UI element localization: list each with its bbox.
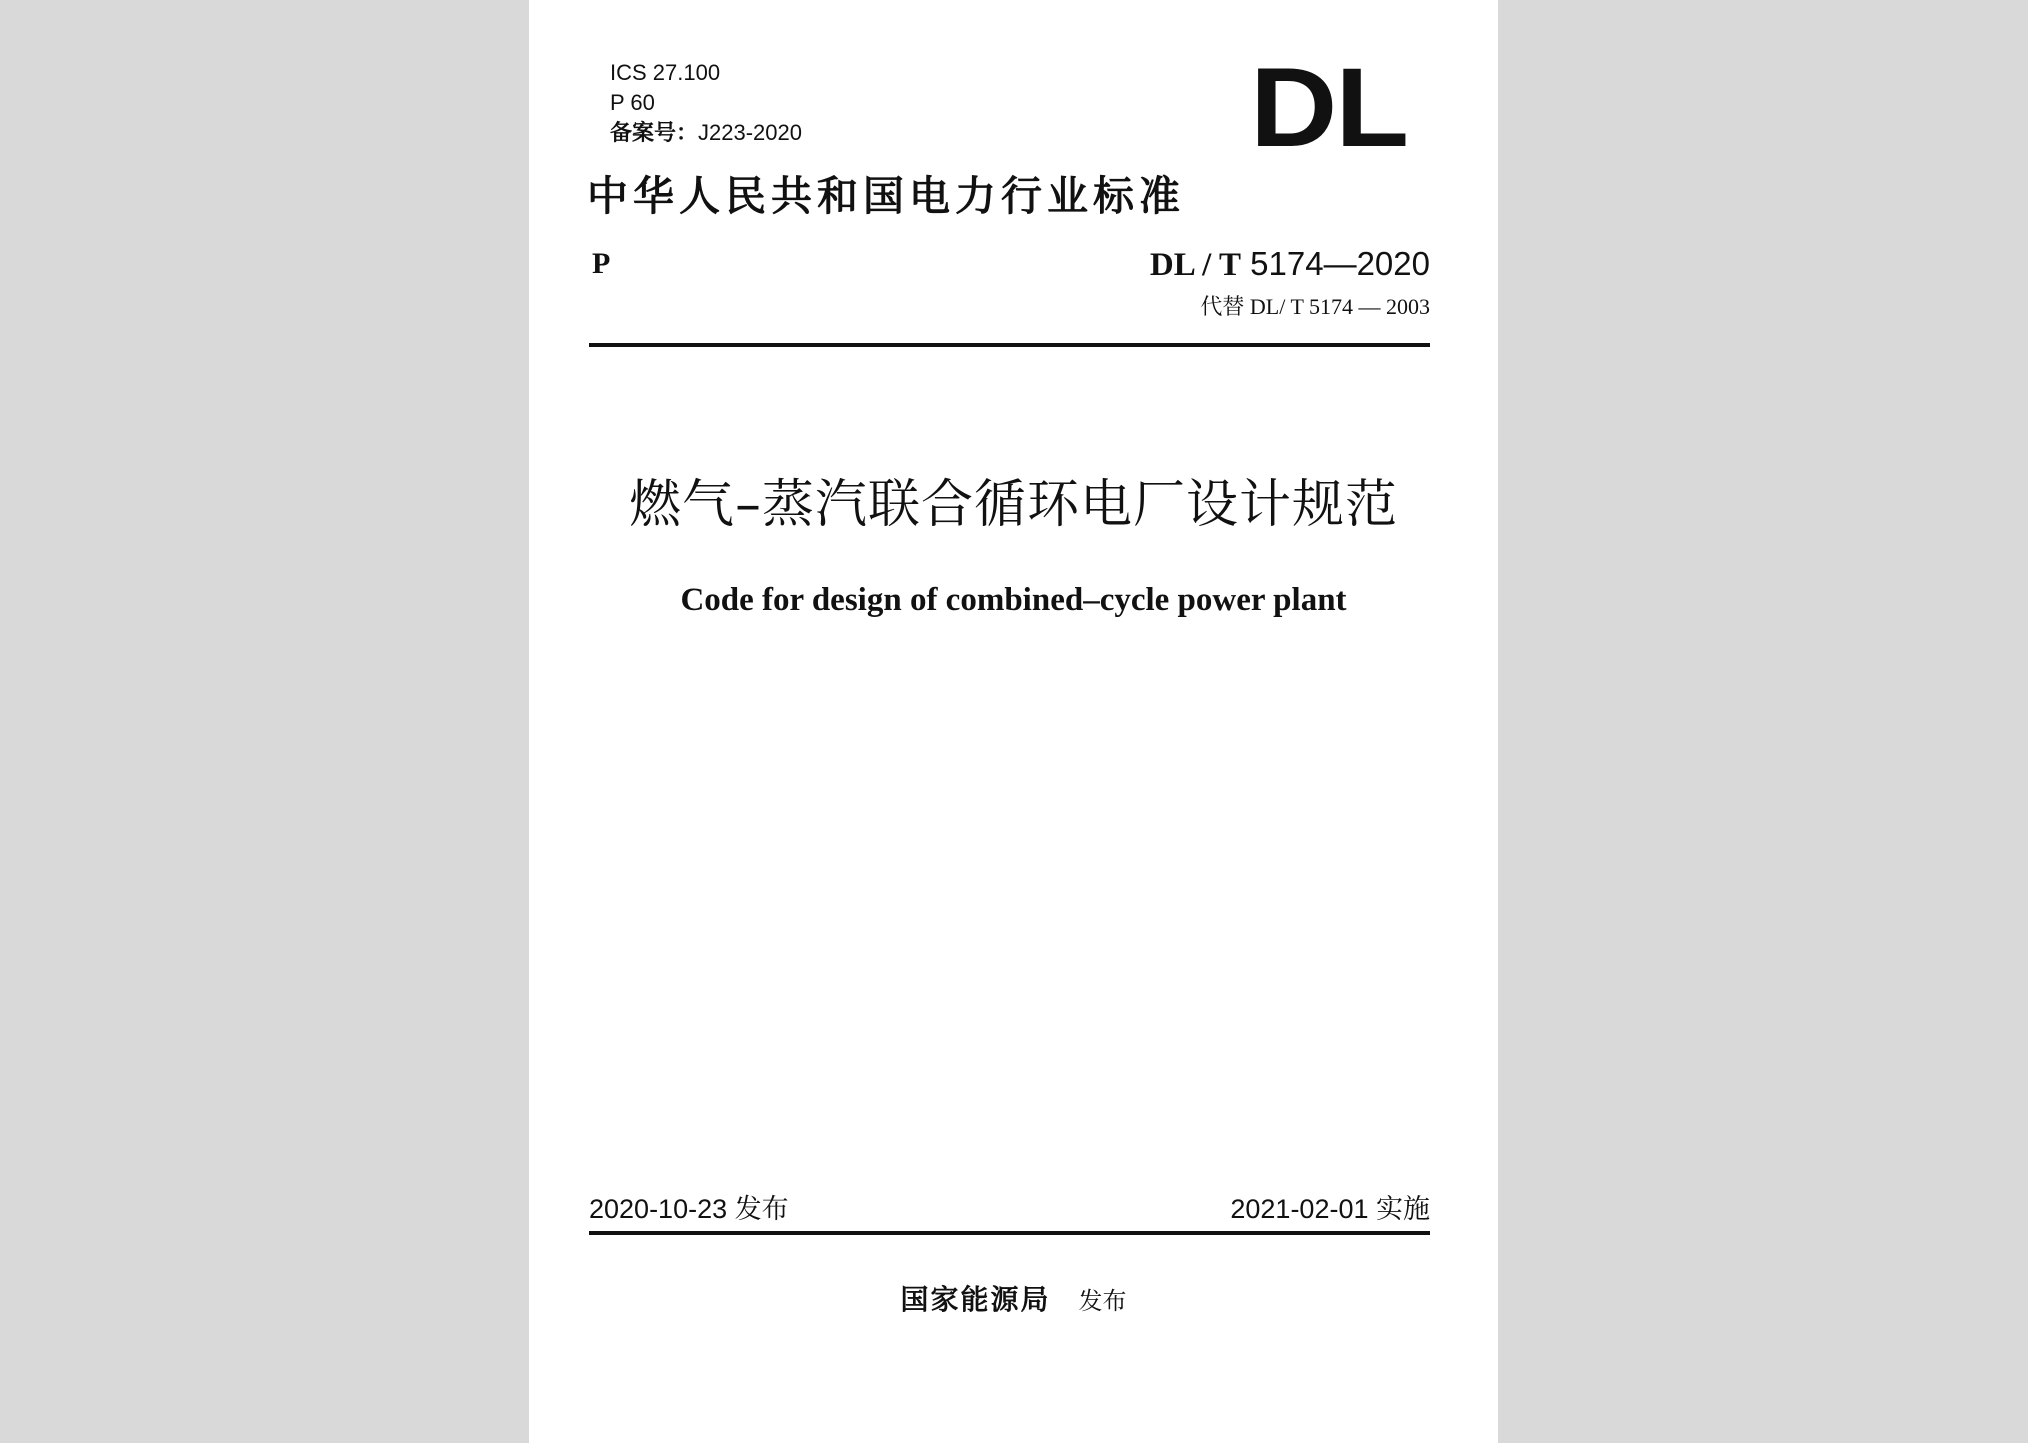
standard-number [1150, 244, 1430, 285]
dl-logo: DL [1250, 45, 1407, 170]
publisher-line [529, 1280, 1498, 1321]
document-title-english: Code for design of combined–cycle power plant [680, 582, 1347, 618]
record-label: 备案号： [610, 120, 699, 145]
effective-date: 2021-02-01 实施 [1230, 1194, 1430, 1224]
top-divider [589, 343, 1430, 347]
standard-code: 5174—2020 [1250, 245, 1430, 282]
industry-standard-title: 中华人民共和国电力行业标准 [587, 172, 1185, 220]
date-row [589, 1190, 1430, 1230]
classification-letter: P [592, 247, 611, 280]
bottom-divider [589, 1231, 1430, 1235]
standard-prefix: DL / T [1149, 247, 1241, 283]
issue-date: 2020-10-23 发布 [589, 1194, 789, 1224]
ics-code: ICS 27.100 [610, 60, 721, 85]
header-metadata [610, 58, 802, 148]
class-code-header: P 60 [610, 90, 655, 115]
publisher-action: 发布 [1078, 1287, 1127, 1315]
record-number-line [610, 118, 802, 148]
replaces-standard: 代替 DL/ T 5174 — 2003 [1200, 294, 1430, 319]
record-number: J223-2020 [698, 120, 802, 145]
document-title-chinese: 燃气–蒸汽联合循环电厂设计规范 [628, 475, 1398, 535]
standard-cover-page [529, 0, 1498, 1443]
publisher-organization: 国家能源局 [900, 1283, 1051, 1316]
